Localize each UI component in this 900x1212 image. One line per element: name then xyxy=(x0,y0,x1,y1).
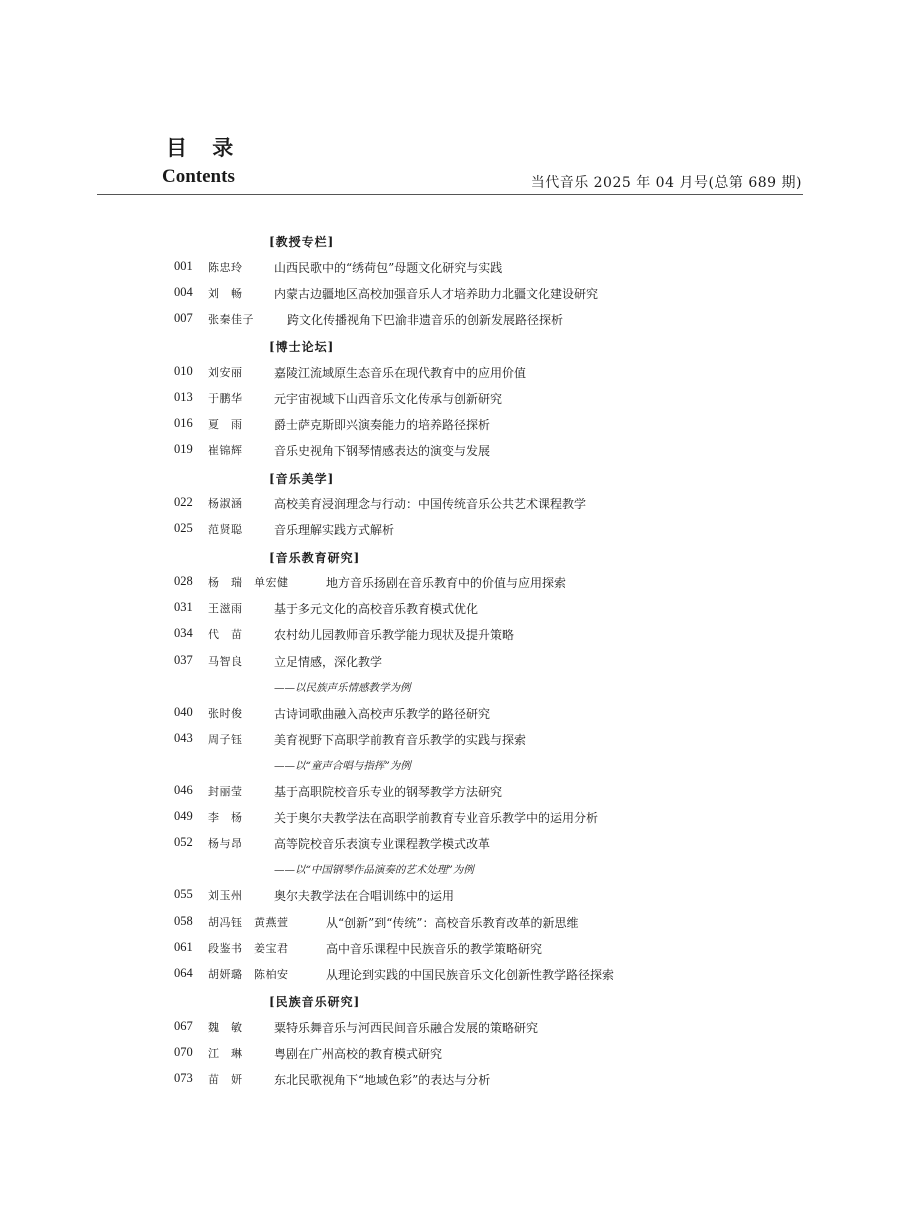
author-name: 杨与昂 xyxy=(208,837,243,851)
article-title[interactable]: 从“创新”到“传统”：高校音乐教育改革的新思维 xyxy=(326,915,579,930)
article-title[interactable]: 爵士萨克斯即兴演奏能力的培养路径探析 xyxy=(274,418,491,432)
page-number: 073 xyxy=(174,1070,193,1085)
section-heading: [音乐教育研究] xyxy=(269,550,361,565)
author-name: 夏 雨 xyxy=(208,418,243,431)
article-title[interactable]: 农村幼儿园教师音乐教学能力现状及提升策略 xyxy=(274,628,515,643)
article-title[interactable]: 粤剧在广州高校的教育模式研究 xyxy=(274,1046,443,1061)
section-heading: [音乐美学] xyxy=(269,471,335,486)
page-number: 037 xyxy=(174,652,193,667)
article-title[interactable]: 音乐理解实践方式解析 xyxy=(274,523,395,538)
issue-info: 当代音乐 2025 年 04 月号(总第 689 期) xyxy=(530,175,802,191)
author-name: 苗 妍 xyxy=(208,1072,243,1086)
page-number: 043 xyxy=(174,730,193,745)
header-divider xyxy=(97,194,803,195)
author-name: 杨 瑞 单宏健 xyxy=(208,576,289,590)
author-name: 代 苗 xyxy=(208,628,243,642)
section-heading: [民族音乐研究] xyxy=(269,995,361,1010)
author-name: 范贤聪 xyxy=(208,523,243,537)
page-title-chinese: 目 录 xyxy=(166,136,243,160)
article-title[interactable]: 元宇宙视域下山西音乐文化传承与创新研究 xyxy=(274,391,503,406)
page-number: 058 xyxy=(174,913,193,928)
article-title[interactable]: 基于多元文化的高校音乐教育模式优化 xyxy=(274,602,479,617)
article-title[interactable]: 基于高职院校音乐专业的钢琴教学方法研究 xyxy=(274,785,503,799)
page-number: 070 xyxy=(174,1044,193,1059)
article-title[interactable]: 嘉陵江流域原生态音乐在现代教育中的应用价值 xyxy=(274,365,527,380)
author-name: 刘 畅 xyxy=(208,286,243,300)
author-name: 张秦佳子 xyxy=(208,312,254,326)
article-title[interactable]: 古诗词歌曲融入高校声乐教学的路径研究 xyxy=(274,706,491,721)
article-title[interactable]: 高校美育浸润理念与行动：中国传统音乐公共艺术课程教学 xyxy=(274,497,587,512)
page-number: 034 xyxy=(174,626,193,641)
page-number: 007 xyxy=(174,310,193,325)
article-title[interactable]: 美育视野下高职学前教育音乐教学的实践与探索 xyxy=(274,732,527,747)
page-number: 013 xyxy=(174,389,193,404)
page-title-english: Contents xyxy=(162,166,235,187)
author-name: 杨淑涵 xyxy=(208,497,243,511)
page-number: 067 xyxy=(174,1018,193,1033)
page-number: 010 xyxy=(174,363,193,378)
author-name: 江 琳 xyxy=(208,1046,243,1060)
article-title[interactable]: 跨文化传播视角下巴渝非遗音乐的创新发展路径探析 xyxy=(287,312,564,327)
page-number: 025 xyxy=(174,521,193,536)
article-title[interactable]: 奥尔夫教学法在合唱训练中的运用 xyxy=(274,889,455,904)
page-number: 022 xyxy=(174,495,193,510)
page-number: 019 xyxy=(174,442,193,457)
article-title[interactable]: 关于奥尔夫教学法在高职学前教育专业音乐教学中的运用分析 xyxy=(274,811,599,826)
author-name: 刘玉州 xyxy=(208,889,243,903)
author-name: 崔锦辉 xyxy=(208,444,243,458)
article-title[interactable]: 立足情感，深化教学 xyxy=(274,654,383,669)
article-title[interactable]: 内蒙古边疆地区高校加强音乐人才培养助力北疆文化建设研究 xyxy=(274,286,599,301)
author-name: 封丽莹 xyxy=(208,785,243,798)
page-number: 001 xyxy=(174,258,193,273)
article-subtitle: ——以民族声乐情感教学为例 xyxy=(274,681,411,694)
section-heading: [博士论坛] xyxy=(269,340,335,355)
page-number: 046 xyxy=(174,783,193,797)
article-subtitle: ——以“中国钢琴作品演奏的艺术处理”为例 xyxy=(274,864,474,877)
author-name: 于鹏华 xyxy=(208,391,243,405)
article-title[interactable]: 高等院校音乐表演专业课程教学模式改革 xyxy=(274,837,491,852)
article-title[interactable]: 从理论到实践的中国民族音乐文化创新性教学路径探索 xyxy=(326,967,615,982)
page-number: 031 xyxy=(174,600,193,615)
author-name: 魏 敏 xyxy=(208,1020,243,1034)
page-number: 004 xyxy=(174,284,193,299)
author-name: 胡妍璐 陈柏安 xyxy=(208,967,289,981)
article-subtitle: ——以“童声合唱与指挥”为例 xyxy=(274,759,411,772)
author-name: 段鉴书 姜宝君 xyxy=(208,941,289,955)
page-number: 028 xyxy=(174,574,193,589)
author-name: 张时俊 xyxy=(208,706,243,720)
author-name: 刘安丽 xyxy=(208,365,243,379)
author-name: 马智良 xyxy=(208,654,243,668)
article-title[interactable]: 高中音乐课程中民族音乐的教学策略研究 xyxy=(326,941,543,956)
section-heading: [教授专栏] xyxy=(269,235,335,249)
author-name: 李 杨 xyxy=(208,811,243,825)
article-title[interactable]: 地方音乐扬剧在音乐教育中的价值与应用探索 xyxy=(326,576,567,591)
article-title[interactable]: 东北民歌视角下“地域色彩”的表达与分析 xyxy=(274,1072,491,1087)
author-name: 周子钰 xyxy=(208,732,243,746)
page-number: 064 xyxy=(174,965,193,980)
author-name: 王滋雨 xyxy=(208,602,243,616)
article-title[interactable]: 粟特乐舞音乐与河西民间音乐融合发展的策略研究 xyxy=(274,1020,539,1035)
article-title[interactable]: 音乐史视角下钢琴情感表达的演变与发展 xyxy=(274,444,491,459)
page-number: 016 xyxy=(174,416,193,430)
page-number: 052 xyxy=(174,835,193,850)
author-name: 陈忠玲 xyxy=(208,260,243,274)
article-title[interactable]: 山西民歌中的“绣荷包”母题文化研究与实践 xyxy=(274,260,503,275)
page-number: 055 xyxy=(174,887,193,902)
author-name: 胡冯钰 黄燕萱 xyxy=(208,915,289,929)
page-number: 040 xyxy=(174,704,193,719)
page-number: 049 xyxy=(174,809,193,824)
page-number: 061 xyxy=(174,939,193,954)
